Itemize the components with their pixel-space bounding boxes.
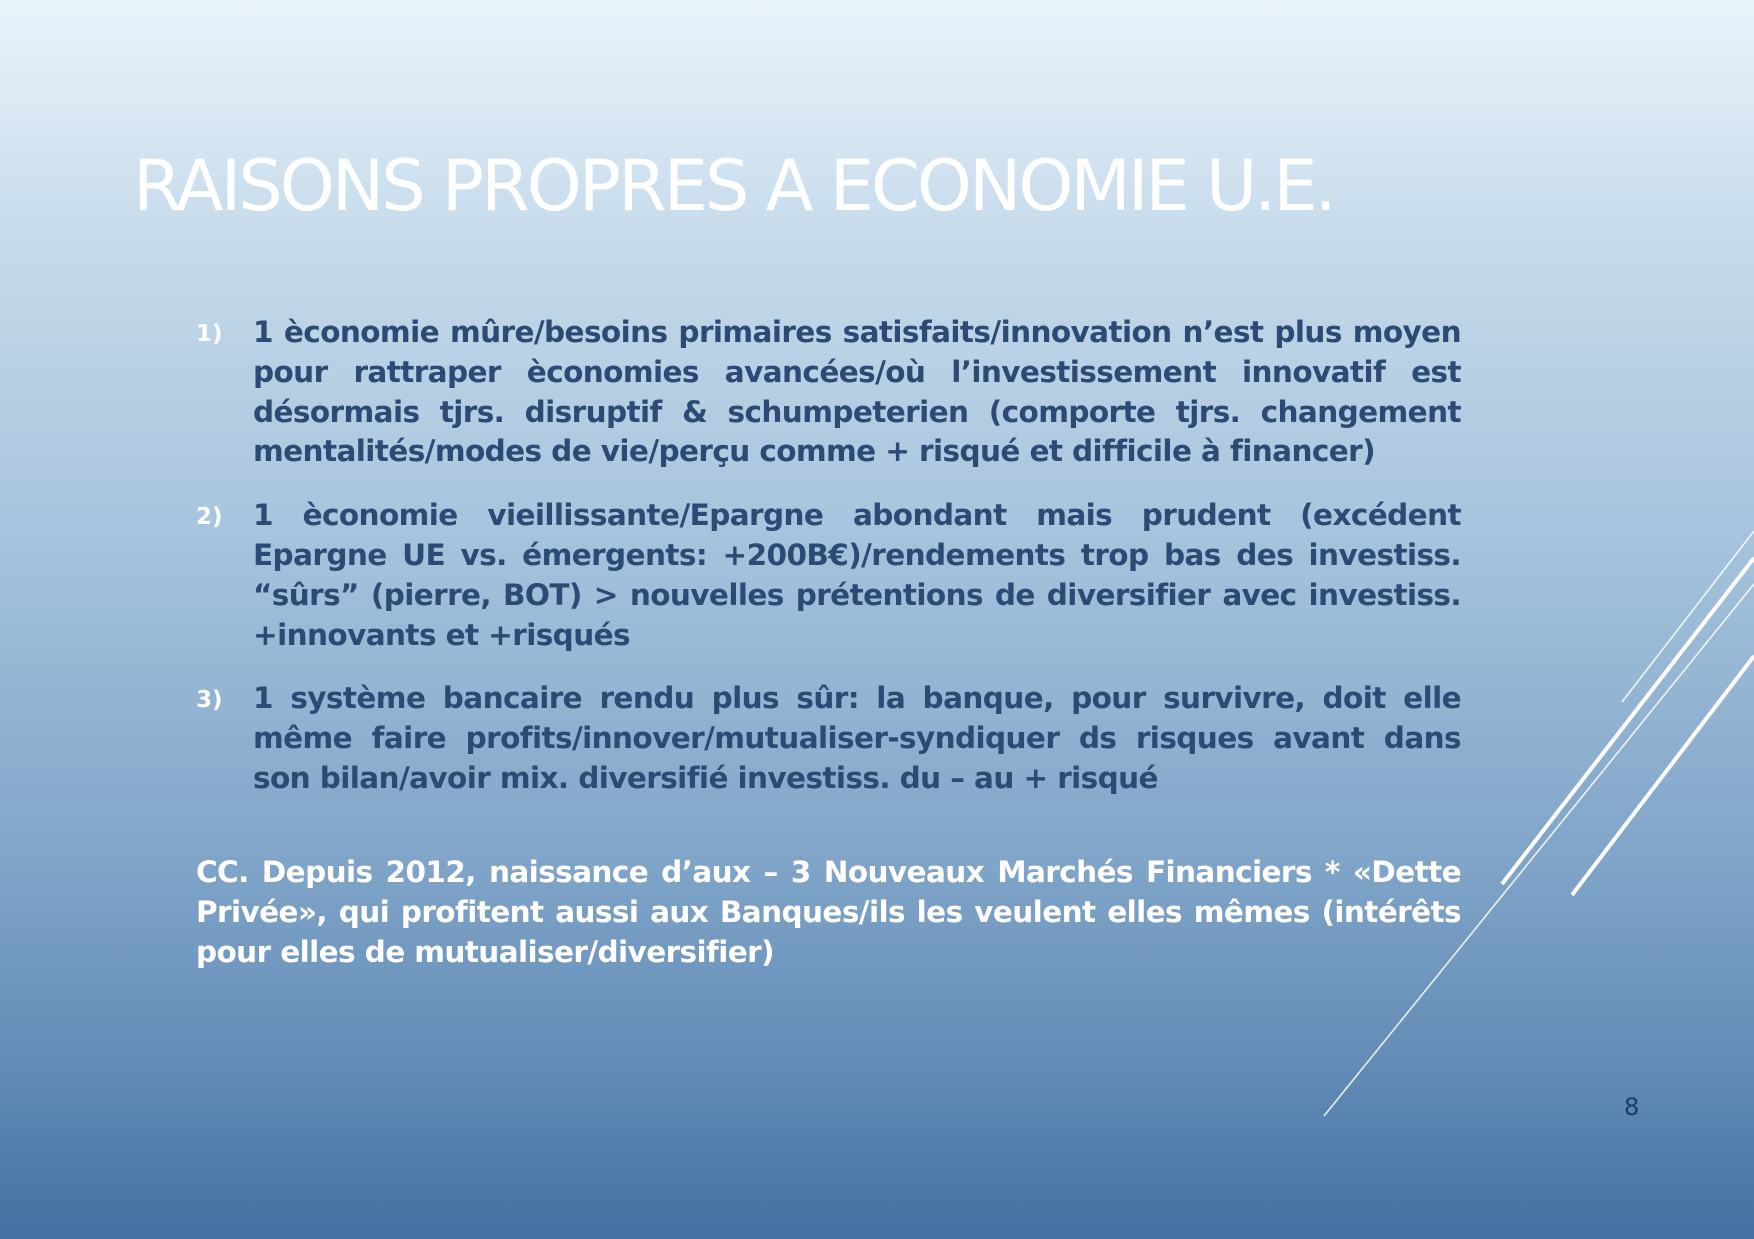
point-text: 1 èconomie mûre/besoins primaires satisfaits/innovation n’est plus moyen pour rattraper èconomies avancées/où l’investissement innovatif est désormais tjrs. disruptif & schumpeterien (comporte tjrs. changement mentalités/modes de vie/perçu comme + risqué et difficile à financer) [253, 315, 1461, 469]
point-number: 2) [196, 504, 223, 531]
slide-title: RAISONS PROPRES A ECONOMIE U.E. [133, 145, 1334, 227]
point-text: 1 èconomie vieillissante/Epargne abondant mais prudent (excédent Epargne UE vs. émergents: +200B€)/rendements trop bas des investiss. “sûrs” (pierre, BOT) > nouvelles prétentions de diversifier avec investiss. +innovants et +risqués [253, 498, 1461, 652]
decor-line-thin-1 [1324, 584, 1754, 1116]
point-number: 3) [196, 687, 223, 714]
page-number: 8 [1624, 1093, 1640, 1121]
point-number: 1) [196, 321, 223, 347]
point-text: 1 système bancaire rendu plus sûr: la banque, pour survivre, doit elle même faire profits/innover/mutualiser-syndiquer ds risques avant dans son bilan/avoir mix. diversifié investiss. du – au + risqué [253, 681, 1461, 795]
decor-line-thick-1 [1502, 558, 1754, 884]
conclusion-text: CC. Depuis 2012, naissance d’aux – 3 Nouveaux Marchés Financiers * «Dette Privée», qui profitent aussi aux Banques/ils les veulent elles mêmes (intérêts pour elles de mutualiser/diversifier) [196, 854, 1461, 969]
decor-line-thin-2 [1622, 531, 1754, 702]
